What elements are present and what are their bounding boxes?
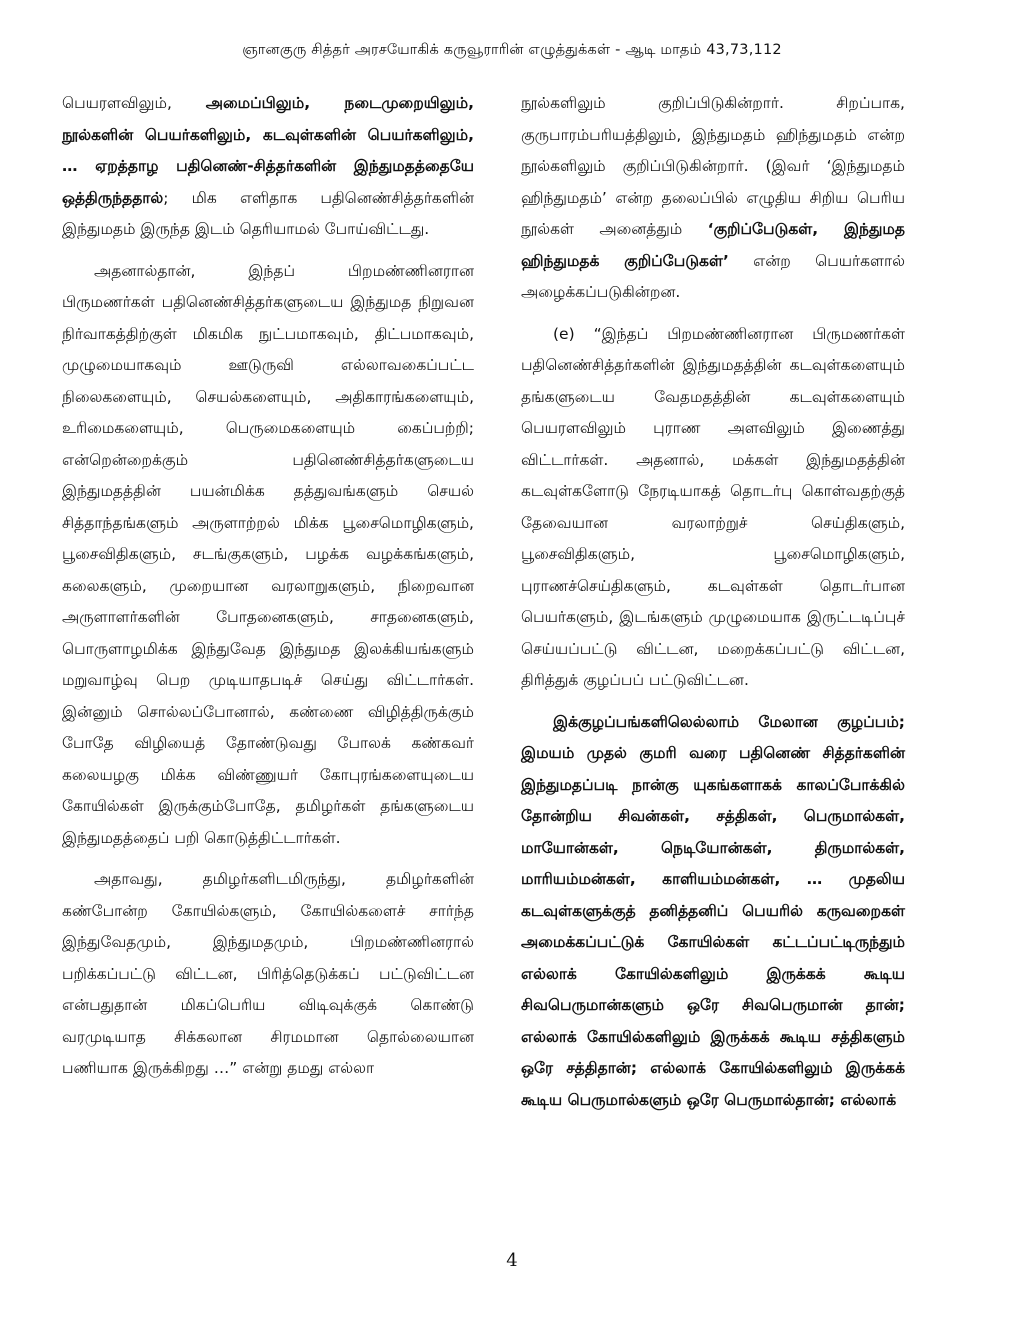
paragraph <box>521 88 905 309</box>
paragraph: அதனால்தான், இந்தப் பிறமண்ணினரான பிருமணர்கள் பதினெண்சித்தர்களுடைய இந்துமத நிறுவன நிர்வாகத்திற்குள் மிகமிக நுட்பமாகவும், திட்பமாகவும், முழுமையாகவும் ஊடுருவி எல்லாவகைப்பட்ட நிலைகளையும், செயல்களையும், அதிகாரங்களையும், உரிமைகளையும், பெருமைகளையும் கைப்பற்றி; என்றென்றைக்கும் பதினெண்சித்தர்களுடைய இந்துமதத்தின் பயன்மிக்க தத்துவங்களும் செயல் சித்தாந்தங்களும் அருளாற்றல் மிக்க பூசைமொழிகளும், பூசைவிதிகளும், சடங்குகளும், பழக்க வழக்கங்களும், கலைகளும், முறையான வரலாறுகளும், நிறைவான அருளாளர்களின் போதனைகளும், சாதனைகளும், பொருளாழமிக்க இந்துவேத இந்துமத இலக்கியங்களும் மறுவாழ்வு பெற முடியாதபடிச் செய்து விட்டார்கள். இன்னும் சொல்லப்போனால், கண்ணை விழித்திருக்கும் போதே விழியைத் தோண்டுவது போலக் கண்கவர் கலையழகு மிக்க விண்ணுயர் கோபுரங்களையுடைய கோயில்கள் இருக்கும்போதே, தமிழர்கள் தங்களுடைய இந்துமதத்தைப் பறி கொடுத்திட்டார்கள். <box>62 261 474 847</box>
left-column <box>62 88 474 1095</box>
bold-text-run: ‘குறிப்பேடுகள், இந்துமத ஹிந்துமதக் குறிப்பேடுகள்’ <box>521 220 905 270</box>
page-header: ஞானகுரு சித்தர் அரசயோகிக் கருவூராரின் எழுத்துக்கள் - ஆடி மாதம் 43,73,112 <box>242 42 782 58</box>
paragraph <box>62 88 474 246</box>
text-run: பெயரளவிலும், <box>62 94 206 112</box>
paragraph: அதாவது, தமிழர்களிடமிருந்து, தமிழர்களின் கண்போன்ற கோயில்களும், கோயில்களைச் சார்ந்த இந்துவேதமும், இந்துமதமும், பிறமண்ணினரால் பறிக்கப்பட்டு விட்டன, பிரித்தெடுக்கப் பட்டுவிட்டன என்பதுதான் மிகப்பெரிய விடிவுக்குக் கொண்டு வரமுடியாத சிக்கலான சிரமமான தொல்லையான பணியாக இருக்கிறது …” என்று தமது எல்லா <box>62 870 474 1077</box>
text-run: நூல்களிலும் குறிப்பிடுகின்றார். சிறப்பாக, குருபாரம்பரியத்திலும், இந்துமதம் ஹிந்துமதம் என்ற நூல்களிலும் குறிப்பிடுகின்றார். (இவர் ‘இந்துமதம் ஹிந்துமதம்’ என்ற தலைப்பில் எழுதிய சிறிய பெரிய நூல்கள் அனைத்தும் <box>521 94 905 238</box>
bold-paragraph: இக்குழப்பங்களிலெல்லாம் மேலான குழப்பம்; இமயம் முதல் குமரி வரை பதினெண் சித்தர்களின் இந்துமதப்படி நான்கு யுகங்களாகக் காலப்போக்கில் தோன்றிய சிவன்கள், சத்திகள், பெருமால்கள், மாயோன்கள், நெடியோன்கள், திருமால்கள், மாரியம்மன்கள், காளியம்மன்கள், … முதலிய கடவுள்களுக்குத் தனித்தனிப் பெயரில் கருவறைகள் அமைக்கப்பட்டுக் கோயில்கள் கட்டப்பட்டிருந்தும் எல்லாக் கோயில்களிலும் இருக்கக் கூடிய சிவபெருமான்களும் ஒரே சிவபெருமான் தான்; எல்லாக் கோயில்களிலும் இருக்கக் கூடிய சத்திகளும் ஒரே சத்திதான்; எல்லாக் கோயில்களிலும் இருக்கக் கூடிய பெருமால்களும் ஒரே பெருமால்தான்; எல்லாக் <box>521 712 905 1109</box>
bold-text-run: அமைப்பிலும், நடைமுறையிலும், நூல்களின் பெயர்களிலும், கடவுள்களின் பெயர்களிலும், … ஏறத்தாழ பதினெண்-சித்தர்களின் இந்துமதத்தையே ஒத்திருந்ததால் <box>62 94 474 207</box>
text-run: என்ற பெயர்களால் அழைக்கப்படுகின்றன. <box>521 251 905 301</box>
text-run: ; மிக எளிதாக பதினெண்சித்தர்களின் இந்துமதம் இருந்த இடம் தெரியாமல் போய்விட்டது. <box>62 188 474 238</box>
paragraph: (e) “இந்தப் பிறமண்ணினரான பிருமணர்கள் பதினெண்சித்தர்களின் இந்துமதத்தின் கடவுள்களையும் தங்களுடைய வேதமதத்தின் கடவுள்களையும் பெயரளவிலும் புராண அளவிலும் இணைத்து விட்டார்கள். அதனால், மக்கள் இந்துமதத்தின் கடவுள்களோடு நேரடியாகத் தொடர்பு கொள்வதற்குத் தேவையான வரலாற்றுச் செய்திகளும், பூசைவிதிகளும், பூசைமொழிகளும், புராணச்செய்திகளும், கடவுள்கள் தொடர்பான பெயர்களும், இடங்களும் முழுமையாக இருட்டடிப்புச் செய்யப்பட்டு விட்டன, மறைக்கப்பட்டு விட்டன, திரித்துக் குழப்பப் பட்டுவிட்டன. <box>521 324 905 689</box>
page-number: 4 <box>506 1250 518 1271</box>
right-column <box>521 88 905 1126</box>
